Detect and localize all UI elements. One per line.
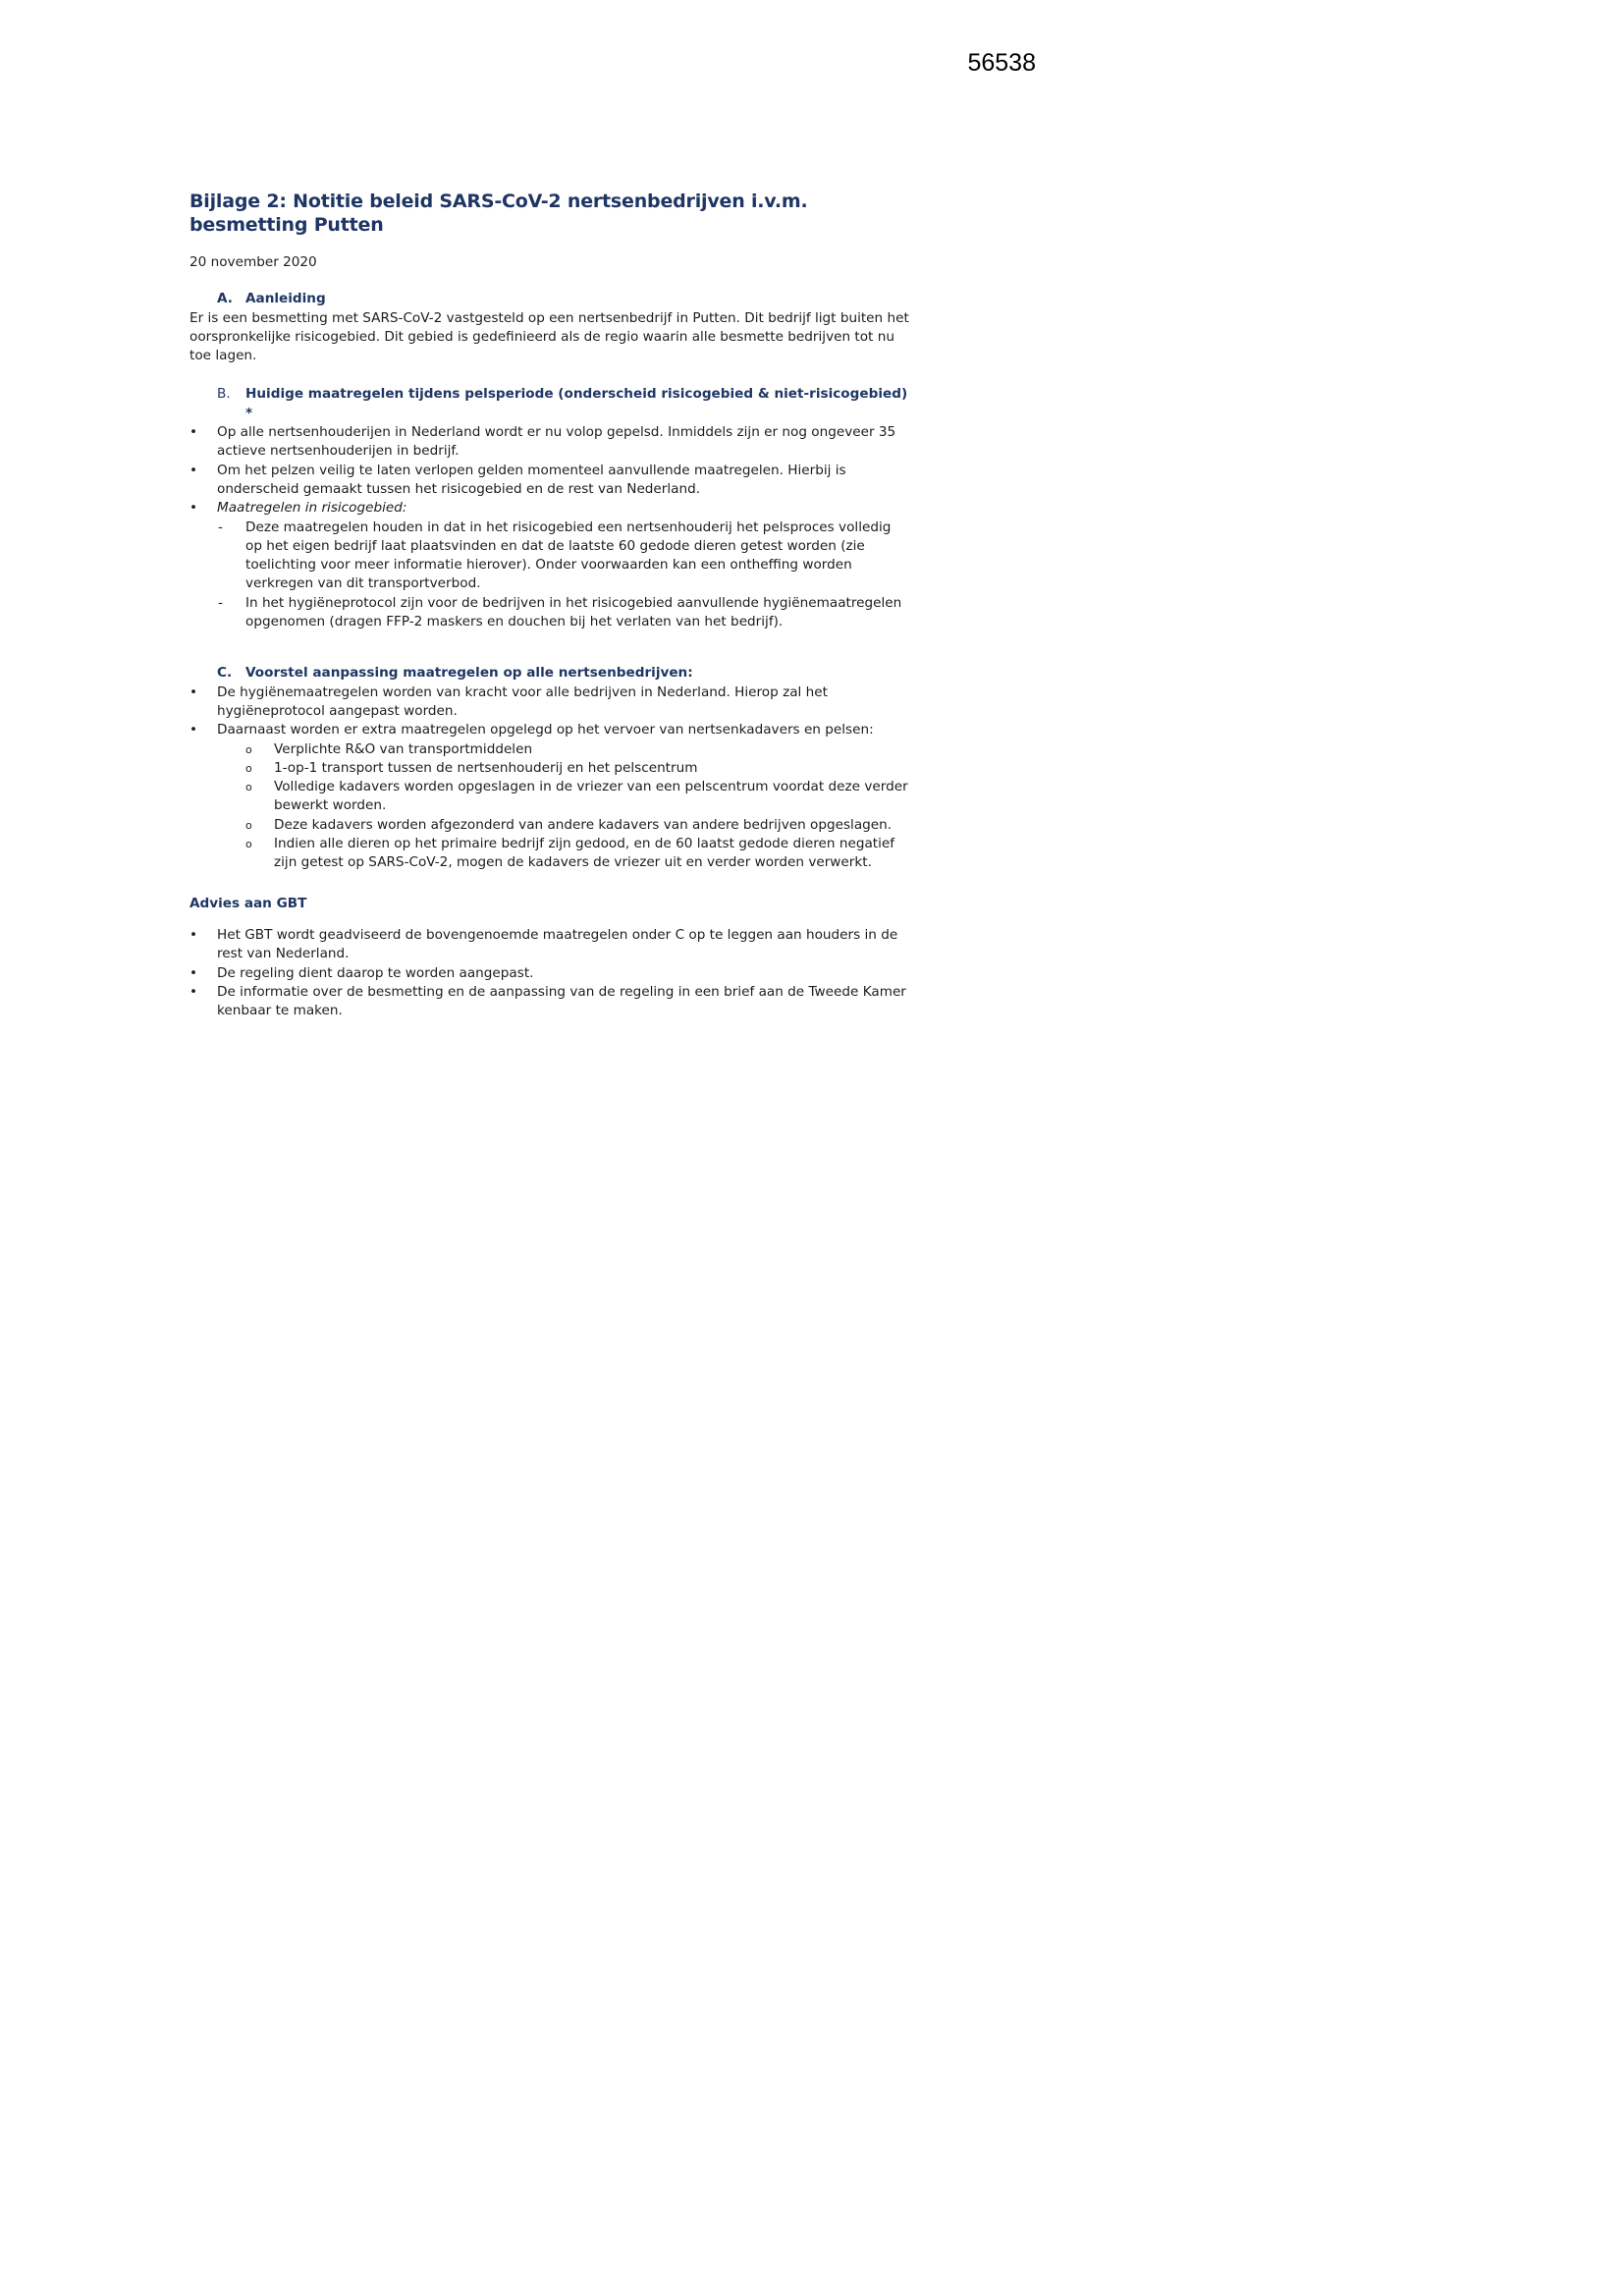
document-body <box>189 190 911 1020</box>
list-item-text: Op alle nertsenhouderijen in Nederland wordt er nu volop gepelsd. Inmiddels zijn er nog ongeveer 35 actieve nertsenhouderijen in bedrijf. <box>217 424 896 460</box>
list-item-text: De regeling dient daarop te worden aangepast. <box>217 964 534 981</box>
section-b-heading <box>189 385 911 423</box>
bullet-icon: • <box>189 722 198 738</box>
list-item-text: Het GBT wordt geadviseerd de bovengenoemde maatregelen onder C op te leggen aan houders in de rest van Nederland. <box>217 926 898 962</box>
sub-list-item <box>189 594 911 632</box>
sub-list-item <box>189 835 911 873</box>
sub-list-item-text: In het hygiëneprotocol zijn voor de bedrijven in het risicogebied aanvullende hygiënemaatregelen opgenomen (dragen FFP-2 maskers en douchen bij het verlaten van het bedrijf). <box>245 594 902 630</box>
sub-list-item-text: Deze kadavers worden afgezonderd van andere kadavers van andere bedrijven opgeslagen. <box>274 816 893 833</box>
bullet-icon: • <box>189 683 198 700</box>
section-b-title: Huidige maatregelen tijdens pelsperiode (onderscheid risicogebied & niet-risicogebied) * <box>245 386 908 421</box>
bullet-icon: • <box>189 424 198 441</box>
section-c-title: Voorstel aanpassing maatregelen op alle nertsenbedrijven: <box>245 665 693 682</box>
list-item <box>189 683 911 722</box>
section-c-letter: C. <box>217 665 233 682</box>
section-a-heading <box>189 290 911 308</box>
section-a-text: Er is een besmetting met SARS-CoV-2 vastgesteld op een nertsenbedrijf in Putten. Dit bedrijf ligt buiten het oorspronkelijke risicogebied. Dit gebied is gedefinieerd als de regio waarin alle besmette bedrijven tot nu toe lagen. <box>189 309 909 364</box>
section-b-letter: B. <box>217 386 231 403</box>
page-number: 56538 <box>967 49 1036 77</box>
list-item <box>189 499 911 518</box>
list-item-text: Om het pelzen veilig te laten verlopen gelden momenteel aanvullende maatregelen. Hierbij is onderscheid gemaakt tussen het risicogebied en de rest van Nederland. <box>217 462 846 497</box>
document-title: Bijlage 2: Notitie beleid SARS-CoV-2 nertsenbedrijven i.v.m. besmetting Putten <box>189 191 808 236</box>
circle-bullet-icon: o <box>245 781 252 794</box>
circle-bullet-icon: o <box>245 838 252 851</box>
list-item <box>189 983 911 1021</box>
section-a-letter: A. <box>217 291 233 307</box>
bullet-icon: • <box>189 462 198 478</box>
sub-list-item <box>189 759 911 778</box>
list-item-text: Maatregelen in risicogebied: <box>217 500 407 517</box>
bullet-icon: • <box>189 500 198 517</box>
list-item <box>189 926 911 964</box>
section-c-heading <box>189 664 911 683</box>
list-item-text: De informatie over de besmetting en de aanpassing van de regeling in een brief aan de Tweede Kamer kenbaar te maken. <box>217 983 906 1019</box>
list-item <box>189 423 911 462</box>
document-date: 20 november 2020 <box>189 254 317 270</box>
circle-bullet-icon: o <box>245 742 252 756</box>
sub-list-item-text: Verplichte R&O van transportmiddelen <box>274 740 533 757</box>
bullet-icon: • <box>189 964 198 981</box>
sub-list-item-text: Deze maatregelen houden in dat in het risicogebied een nertsenhouderij het pelsproces volledig op het eigen bedrijf laat plaatsvinden en dat de laatste 60 gedode dieren getest worden (zie toelichting voor meer informatie hierover). Onder voorwaarden kan een ontheffing worden verkregen van dit transportverbod. <box>245 519 892 592</box>
sub-list-item-text: Indien alle dieren op het primaire bedrijf zijn gedood, en de 60 laatst gedode dieren negatief zijn getest op SARS-CoV-2, mogen de kadavers de vriezer uit en verder worden verwerkt. <box>274 836 895 871</box>
dash-icon: - <box>218 594 223 611</box>
bullet-icon: • <box>189 926 198 943</box>
list-item <box>189 721 911 739</box>
dash-icon: - <box>218 519 223 535</box>
sub-list-item-text: 1-op-1 transport tussen de nertsenhouderij en het pelscentrum <box>274 759 698 776</box>
sub-list-item <box>189 519 911 594</box>
list-item <box>189 462 911 500</box>
list-item <box>189 964 911 983</box>
section-a-title: Aanleiding <box>245 291 326 307</box>
sub-list-item <box>189 816 911 835</box>
circle-bullet-icon: o <box>245 818 252 832</box>
sub-list-item <box>189 740 911 759</box>
advies-heading: Advies aan GBT <box>189 895 307 911</box>
list-item-text: Daarnaast worden er extra maatregelen opgelegd op het vervoer van nertsenkadavers en pelsen: <box>217 722 874 738</box>
bullet-icon: • <box>189 983 198 1000</box>
sub-list-item-text: Volledige kadavers worden opgeslagen in de vriezer van een pelscentrum voordat deze verder bewerkt worden. <box>274 779 908 814</box>
circle-bullet-icon: o <box>245 761 252 775</box>
list-item-text: De hygiënemaatregelen worden van kracht voor alle bedrijven in Nederland. Hierop zal het hygiëneprotocol aangepast worden. <box>217 683 828 719</box>
sub-list-item <box>189 778 911 816</box>
